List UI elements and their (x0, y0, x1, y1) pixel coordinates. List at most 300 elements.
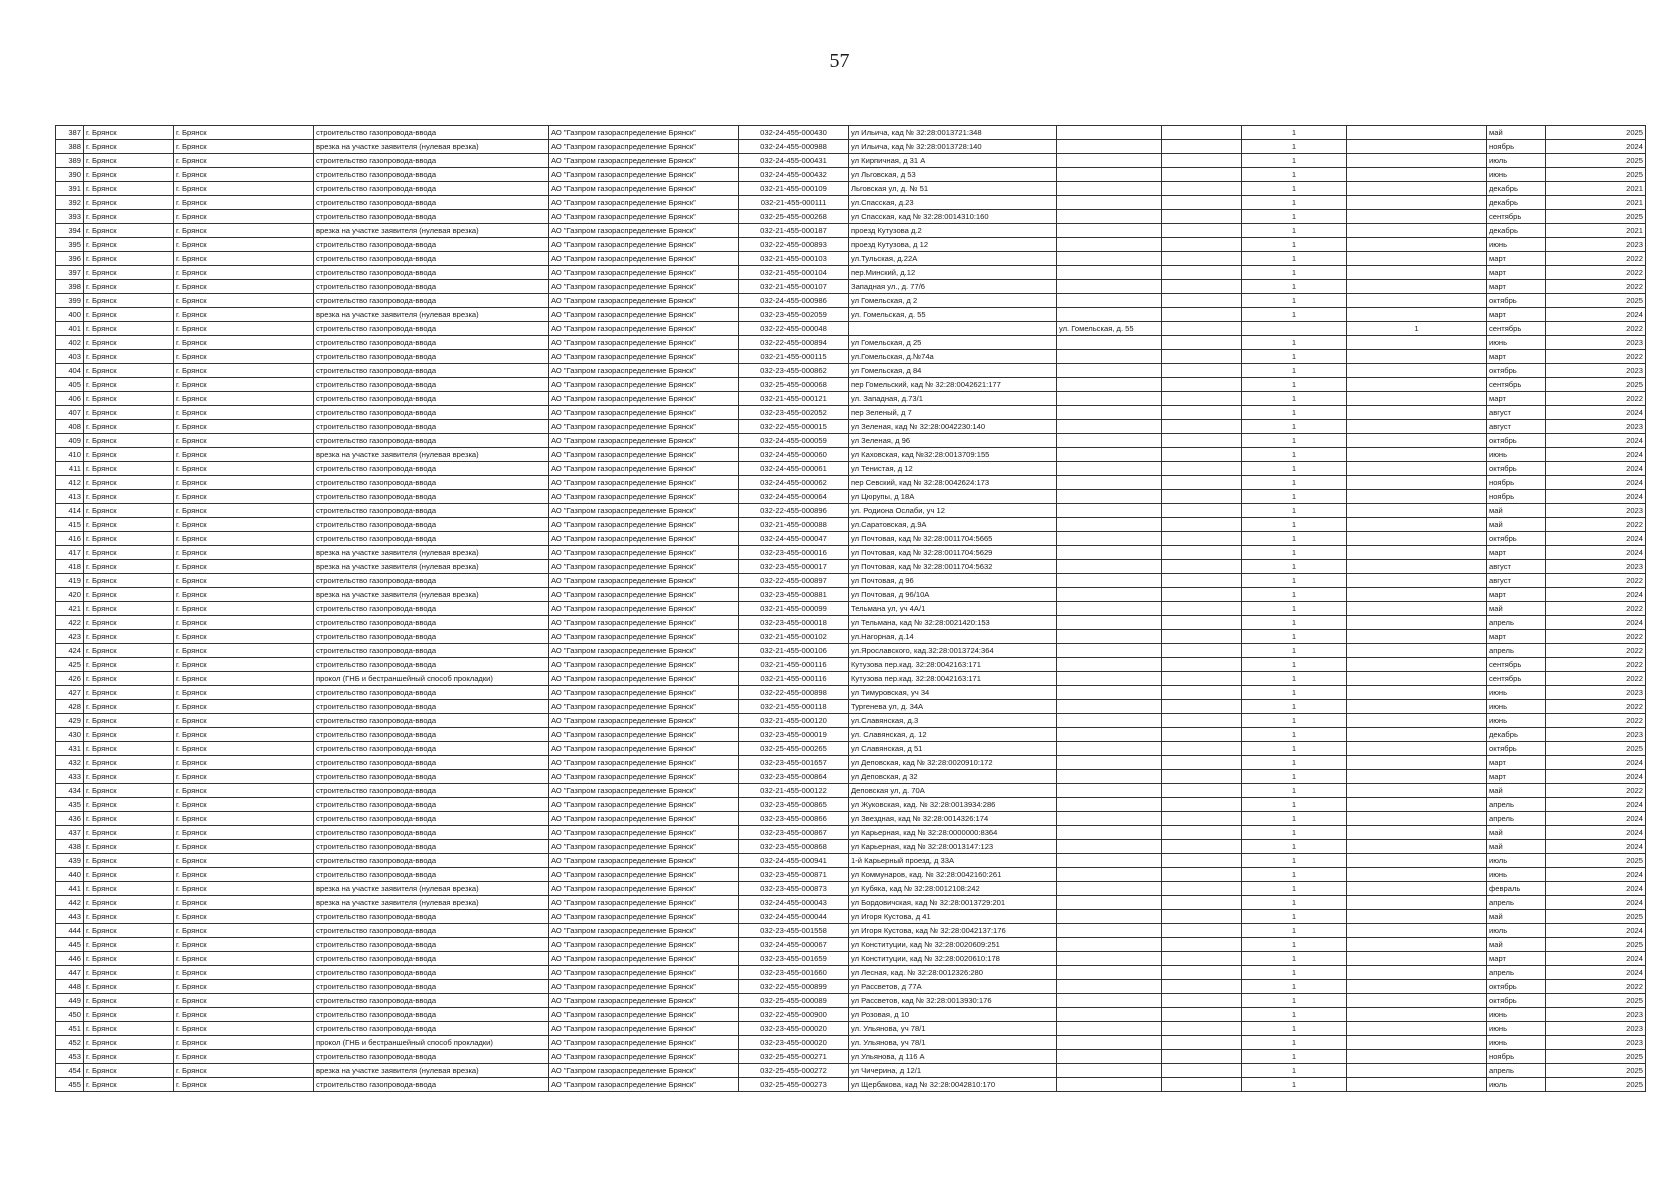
cell-extra (1162, 210, 1242, 224)
table-row (56, 126, 1646, 140)
cell-quantity: 1 (1242, 1022, 1347, 1036)
cell-year: 2025 (1546, 1078, 1646, 1092)
cell-address-alt (1057, 630, 1162, 644)
cell-month: апрель (1487, 1064, 1546, 1078)
cell-application-number: 032-24-455-000064 (739, 490, 849, 504)
cell-year: 2022 (1546, 700, 1646, 714)
cell-row-number: 417 (56, 546, 84, 560)
cell-address-alt (1057, 252, 1162, 266)
cell-municipality: г. Брянск (84, 770, 174, 784)
cell-month: июнь (1487, 686, 1546, 700)
cell-settlement: г. Брянск (174, 672, 314, 686)
cell-row-number: 392 (56, 196, 84, 210)
cell-quantity: 1 (1242, 854, 1347, 868)
cell-quantity-alt (1347, 392, 1487, 406)
cell-quantity-alt (1347, 1078, 1487, 1092)
cell-quantity-alt (1347, 196, 1487, 210)
cell-municipality: г. Брянск (84, 602, 174, 616)
table-row (56, 252, 1646, 266)
cell-row-number: 388 (56, 140, 84, 154)
cell-address (849, 322, 1057, 336)
cell-municipality: г. Брянск (84, 1008, 174, 1022)
cell-year: 2022 (1546, 280, 1646, 294)
cell-work-type: строительство газопровода-ввода (314, 994, 549, 1008)
cell-municipality: г. Брянск (84, 910, 174, 924)
cell-application-number: 032-24-455-000059 (739, 434, 849, 448)
cell-settlement: г. Брянск (174, 784, 314, 798)
cell-application-number: 032-21-455-000111 (739, 196, 849, 210)
cell-month: октябрь (1487, 994, 1546, 1008)
cell-extra (1162, 882, 1242, 896)
cell-quantity-alt (1347, 910, 1487, 924)
cell-quantity-alt (1347, 924, 1487, 938)
cell-municipality: г. Брянск (84, 364, 174, 378)
cell-extra (1162, 1036, 1242, 1050)
cell-settlement: г. Брянск (174, 252, 314, 266)
cell-month: май (1487, 826, 1546, 840)
cell-extra (1162, 630, 1242, 644)
cell-quantity-alt (1347, 896, 1487, 910)
cell-address-alt (1057, 434, 1162, 448)
table-row (56, 840, 1646, 854)
cell-organization: АО "Газпром газораспределение Брянск" (549, 896, 739, 910)
cell-year: 2023 (1546, 504, 1646, 518)
cell-row-number: 413 (56, 490, 84, 504)
cell-row-number: 422 (56, 616, 84, 630)
cell-year: 2023 (1546, 1008, 1646, 1022)
cell-application-number: 032-21-455-000115 (739, 350, 849, 364)
table-row (56, 280, 1646, 294)
table-row (56, 994, 1646, 1008)
cell-settlement: г. Брянск (174, 896, 314, 910)
cell-application-number: 032-21-455-000120 (739, 714, 849, 728)
cell-quantity: 1 (1242, 630, 1347, 644)
table-row (56, 980, 1646, 994)
cell-quantity-alt (1347, 980, 1487, 994)
cell-address-alt (1057, 952, 1162, 966)
cell-month: декабрь (1487, 224, 1546, 238)
cell-extra (1162, 910, 1242, 924)
cell-quantity: 1 (1242, 490, 1347, 504)
cell-month: июнь (1487, 168, 1546, 182)
cell-address-alt (1057, 280, 1162, 294)
cell-application-number: 032-21-455-000116 (739, 658, 849, 672)
cell-municipality: г. Брянск (84, 784, 174, 798)
cell-work-type: строительство газопровода-ввода (314, 518, 549, 532)
cell-settlement: г. Брянск (174, 322, 314, 336)
cell-quantity-alt (1347, 154, 1487, 168)
cell-settlement: г. Брянск (174, 350, 314, 364)
cell-quantity: 1 (1242, 644, 1347, 658)
table-row (56, 896, 1646, 910)
cell-row-number: 400 (56, 308, 84, 322)
cell-municipality: г. Брянск (84, 1078, 174, 1092)
cell-address: Кутузова пер.кад. 32:28:0042163:171 (849, 672, 1057, 686)
cell-quantity-alt (1347, 1050, 1487, 1064)
cell-row-number: 389 (56, 154, 84, 168)
cell-application-number: 032-25-455-000265 (739, 742, 849, 756)
cell-month: май (1487, 910, 1546, 924)
table-row (56, 924, 1646, 938)
cell-year: 2022 (1546, 784, 1646, 798)
cell-settlement: г. Брянск (174, 154, 314, 168)
cell-settlement: г. Брянск (174, 1036, 314, 1050)
cell-month: март (1487, 588, 1546, 602)
cell-organization: АО "Газпром газораспределение Брянск" (549, 476, 739, 490)
cell-address: ул.Саратовская, д.9А (849, 518, 1057, 532)
cell-application-number: 032-21-455-000099 (739, 602, 849, 616)
cell-settlement: г. Брянск (174, 1064, 314, 1078)
cell-row-number: 405 (56, 378, 84, 392)
table-row (56, 798, 1646, 812)
cell-municipality: г. Брянск (84, 476, 174, 490)
cell-quantity: 1 (1242, 588, 1347, 602)
cell-quantity: 1 (1242, 994, 1347, 1008)
cell-quantity-alt (1347, 406, 1487, 420)
cell-quantity: 1 (1242, 364, 1347, 378)
cell-organization: АО "Газпром газораспределение Брянск" (549, 952, 739, 966)
cell-address: ул Гомельская, д 2 (849, 294, 1057, 308)
cell-quantity-alt (1347, 434, 1487, 448)
cell-quantity: 1 (1242, 224, 1347, 238)
cell-month: июль (1487, 924, 1546, 938)
cell-address-alt (1057, 294, 1162, 308)
cell-organization: АО "Газпром газораспределение Брянск" (549, 686, 739, 700)
cell-organization: АО "Газпром газораспределение Брянск" (549, 336, 739, 350)
cell-municipality: г. Брянск (84, 350, 174, 364)
cell-organization: АО "Газпром газораспределение Брянск" (549, 784, 739, 798)
cell-organization: АО "Газпром газораспределение Брянск" (549, 126, 739, 140)
cell-work-type: строительство газопровода-ввода (314, 868, 549, 882)
cell-application-number: 032-25-455-000268 (739, 210, 849, 224)
cell-application-number: 032-23-455-000881 (739, 588, 849, 602)
cell-address: Тельмана ул, уч 4А/1 (849, 602, 1057, 616)
cell-row-number: 410 (56, 448, 84, 462)
cell-quantity-alt (1347, 840, 1487, 854)
cell-quantity: 1 (1242, 574, 1347, 588)
cell-year: 2025 (1546, 1050, 1646, 1064)
cell-quantity-alt (1347, 700, 1487, 714)
cell-address: ул Кирпичная, д 31 А (849, 154, 1057, 168)
cell-month: апрель (1487, 812, 1546, 826)
table-row (56, 182, 1646, 196)
records-body (56, 126, 1646, 1092)
table-row (56, 700, 1646, 714)
cell-extra (1162, 868, 1242, 882)
cell-month: апрель (1487, 896, 1546, 910)
cell-quantity: 1 (1242, 868, 1347, 882)
cell-address: ул Почтовая, кад № 32:28:0011704:5665 (849, 532, 1057, 546)
cell-municipality: г. Брянск (84, 392, 174, 406)
cell-settlement: г. Брянск (174, 560, 314, 574)
cell-address: Деповская ул, д. 70А (849, 784, 1057, 798)
cell-extra (1162, 336, 1242, 350)
cell-row-number: 454 (56, 1064, 84, 1078)
cell-settlement: г. Брянск (174, 406, 314, 420)
cell-application-number: 032-24-455-000062 (739, 476, 849, 490)
cell-year: 2022 (1546, 672, 1646, 686)
cell-row-number: 453 (56, 1050, 84, 1064)
cell-work-type: строительство газопровода-ввода (314, 938, 549, 952)
table-row (56, 1064, 1646, 1078)
cell-quantity: 1 (1242, 126, 1347, 140)
cell-quantity-alt (1347, 476, 1487, 490)
cell-application-number: 032-23-455-002052 (739, 406, 849, 420)
cell-quantity-alt (1347, 574, 1487, 588)
cell-municipality: г. Брянск (84, 686, 174, 700)
cell-municipality: г. Брянск (84, 868, 174, 882)
cell-work-type: строительство газопровода-ввода (314, 364, 549, 378)
cell-row-number: 452 (56, 1036, 84, 1050)
cell-year: 2023 (1546, 336, 1646, 350)
cell-address: ул Конституции, кад № 32:28:0020609:251 (849, 938, 1057, 952)
table-row (56, 854, 1646, 868)
cell-year: 2024 (1546, 840, 1646, 854)
cell-address: ул Ильича, кад № 32:28:0013721:348 (849, 126, 1057, 140)
cell-application-number: 032-23-455-000019 (739, 728, 849, 742)
cell-organization: АО "Газпром газораспределение Брянск" (549, 770, 739, 784)
cell-address: ул Цюрупы, д 18А (849, 490, 1057, 504)
cell-row-number: 426 (56, 672, 84, 686)
cell-organization: АО "Газпром газораспределение Брянск" (549, 462, 739, 476)
cell-application-number: 032-24-455-000061 (739, 462, 849, 476)
cell-work-type: строительство газопровода-ввода (314, 1008, 549, 1022)
cell-work-type: строительство газопровода-ввода (314, 350, 549, 364)
cell-municipality: г. Брянск (84, 798, 174, 812)
cell-quantity: 1 (1242, 294, 1347, 308)
table-row (56, 560, 1646, 574)
cell-quantity-alt (1347, 616, 1487, 630)
cell-address: Льговская ул, д. № 51 (849, 182, 1057, 196)
cell-quantity: 1 (1242, 896, 1347, 910)
cell-extra (1162, 490, 1242, 504)
cell-address-alt (1057, 966, 1162, 980)
cell-application-number: 032-21-455-000187 (739, 224, 849, 238)
cell-settlement: г. Брянск (174, 728, 314, 742)
cell-work-type: строительство газопровода-ввода (314, 980, 549, 994)
cell-organization: АО "Газпром газораспределение Брянск" (549, 140, 739, 154)
cell-work-type: врезка на участке заявителя (нулевая врезка) (314, 882, 549, 896)
cell-application-number: 032-23-455-000864 (739, 770, 849, 784)
cell-work-type: строительство газопровода-ввода (314, 420, 549, 434)
cell-address: ул. Родиона Ослаби, уч 12 (849, 504, 1057, 518)
cell-extra (1162, 784, 1242, 798)
cell-application-number: 032-22-455-000896 (739, 504, 849, 518)
cell-settlement: г. Брянск (174, 714, 314, 728)
cell-application-number: 032-21-455-000102 (739, 630, 849, 644)
cell-quantity-alt (1347, 952, 1487, 966)
cell-municipality: г. Брянск (84, 546, 174, 560)
cell-organization: АО "Газпром газораспределение Брянск" (549, 560, 739, 574)
table-row (56, 322, 1646, 336)
cell-organization: АО "Газпром газораспределение Брянск" (549, 322, 739, 336)
cell-extra (1162, 714, 1242, 728)
cell-row-number: 419 (56, 574, 84, 588)
cell-organization: АО "Газпром газораспределение Брянск" (549, 1050, 739, 1064)
cell-quantity-alt (1347, 532, 1487, 546)
cell-address: 1-й Карьерный проезд, д 33А (849, 854, 1057, 868)
cell-application-number: 032-24-455-000988 (739, 140, 849, 154)
cell-address: пер Гомельский, кад № 32:28:0042621:177 (849, 378, 1057, 392)
cell-address: ул Рассветов, д 77А (849, 980, 1057, 994)
cell-address: ул Льговская, д 53 (849, 168, 1057, 182)
cell-organization: АО "Газпром газораспределение Брянск" (549, 308, 739, 322)
cell-municipality: г. Брянск (84, 658, 174, 672)
cell-extra (1162, 980, 1242, 994)
cell-organization: АО "Газпром газораспределение Брянск" (549, 672, 739, 686)
cell-settlement: г. Брянск (174, 266, 314, 280)
cell-quantity: 1 (1242, 1008, 1347, 1022)
cell-municipality: г. Брянск (84, 938, 174, 952)
cell-work-type: врезка на участке заявителя (нулевая врезка) (314, 1064, 549, 1078)
cell-address: ул Розовая, д 10 (849, 1008, 1057, 1022)
cell-work-type: строительство газопровода-ввода (314, 910, 549, 924)
cell-address: ул.Ярославского, кад.32:28:0013724:364 (849, 644, 1057, 658)
cell-month: август (1487, 574, 1546, 588)
cell-row-number: 455 (56, 1078, 84, 1092)
cell-address-alt (1057, 126, 1162, 140)
table-row (56, 644, 1646, 658)
cell-address: ул Чичерина, д 12/1 (849, 1064, 1057, 1078)
cell-year: 2022 (1546, 630, 1646, 644)
cell-year: 2022 (1546, 644, 1646, 658)
table-row (56, 336, 1646, 350)
cell-quantity: 1 (1242, 336, 1347, 350)
cell-address-alt (1057, 518, 1162, 532)
cell-month: июнь (1487, 714, 1546, 728)
cell-settlement: г. Брянск (174, 182, 314, 196)
cell-work-type: врезка на участке заявителя (нулевая врезка) (314, 224, 549, 238)
cell-address-alt (1057, 364, 1162, 378)
cell-municipality: г. Брянск (84, 644, 174, 658)
cell-settlement: г. Брянск (174, 364, 314, 378)
cell-quantity: 1 (1242, 616, 1347, 630)
cell-extra (1162, 728, 1242, 742)
cell-application-number: 032-23-455-000867 (739, 826, 849, 840)
cell-quantity: 1 (1242, 910, 1347, 924)
cell-quantity: 1 (1242, 434, 1347, 448)
cell-municipality: г. Брянск (84, 336, 174, 350)
cell-quantity: 1 (1242, 392, 1347, 406)
cell-extra (1162, 140, 1242, 154)
cell-extra (1162, 588, 1242, 602)
cell-work-type: строительство газопровода-ввода (314, 126, 549, 140)
cell-row-number: 414 (56, 504, 84, 518)
table-row (56, 952, 1646, 966)
cell-work-type: врезка на участке заявителя (нулевая врезка) (314, 560, 549, 574)
cell-work-type: строительство газопровода-ввода (314, 196, 549, 210)
cell-organization: АО "Газпром газораспределение Брянск" (549, 840, 739, 854)
table-row (56, 140, 1646, 154)
cell-row-number: 450 (56, 1008, 84, 1022)
cell-organization: АО "Газпром газораспределение Брянск" (549, 224, 739, 238)
cell-work-type: строительство газопровода-ввода (314, 952, 549, 966)
cell-quantity-alt (1347, 938, 1487, 952)
cell-address: ул.Гомельская, д.№74а (849, 350, 1057, 364)
cell-settlement: г. Брянск (174, 644, 314, 658)
cell-address-alt (1057, 1022, 1162, 1036)
cell-municipality: г. Брянск (84, 1064, 174, 1078)
cell-extra (1162, 322, 1242, 336)
cell-quantity-alt (1347, 630, 1487, 644)
cell-month: май (1487, 126, 1546, 140)
cell-address-alt (1057, 588, 1162, 602)
cell-address-alt (1057, 574, 1162, 588)
cell-municipality: г. Брянск (84, 616, 174, 630)
cell-municipality: г. Брянск (84, 952, 174, 966)
cell-month: декабрь (1487, 728, 1546, 742)
cell-address-alt (1057, 406, 1162, 420)
page-number: 57 (829, 50, 850, 72)
cell-municipality: г. Брянск (84, 154, 174, 168)
cell-address-alt (1057, 644, 1162, 658)
cell-work-type: строительство газопровода-ввода (314, 266, 549, 280)
cell-municipality: г. Брянск (84, 882, 174, 896)
cell-work-type: строительство газопровода-ввода (314, 336, 549, 350)
cell-address-alt (1057, 686, 1162, 700)
cell-work-type: строительство газопровода-ввода (314, 168, 549, 182)
cell-settlement: г. Брянск (174, 532, 314, 546)
cell-year: 2025 (1546, 294, 1646, 308)
cell-settlement: г. Брянск (174, 378, 314, 392)
cell-application-number: 032-21-455-000088 (739, 518, 849, 532)
cell-year: 2024 (1546, 924, 1646, 938)
cell-quantity: 1 (1242, 1050, 1347, 1064)
cell-quantity-alt (1347, 336, 1487, 350)
cell-address-alt (1057, 1064, 1162, 1078)
cell-extra (1162, 1022, 1242, 1036)
cell-application-number: 032-21-455-000109 (739, 182, 849, 196)
cell-address: проезд Кутузова д.2 (849, 224, 1057, 238)
cell-municipality: г. Брянск (84, 308, 174, 322)
cell-quantity-alt (1347, 784, 1487, 798)
cell-month: март (1487, 252, 1546, 266)
cell-municipality: г. Брянск (84, 140, 174, 154)
cell-address: проезд Кутузова, д 12 (849, 238, 1057, 252)
table-row (56, 546, 1646, 560)
cell-application-number: 032-21-455-000121 (739, 392, 849, 406)
cell-municipality: г. Брянск (84, 630, 174, 644)
cell-settlement: г. Брянск (174, 756, 314, 770)
cell-work-type: врезка на участке заявителя (нулевая врезка) (314, 588, 549, 602)
cell-organization: АО "Газпром газораспределение Брянск" (549, 924, 739, 938)
cell-quantity: 1 (1242, 238, 1347, 252)
cell-settlement: г. Брянск (174, 490, 314, 504)
cell-year: 2022 (1546, 252, 1646, 266)
cell-address-alt (1057, 742, 1162, 756)
cell-year: 2025 (1546, 994, 1646, 1008)
cell-municipality: г. Брянск (84, 280, 174, 294)
cell-row-number: 411 (56, 462, 84, 476)
cell-row-number: 427 (56, 686, 84, 700)
cell-address-alt (1057, 336, 1162, 350)
cell-settlement: г. Брянск (174, 980, 314, 994)
cell-month: июнь (1487, 336, 1546, 350)
table-row (56, 448, 1646, 462)
table-row (56, 504, 1646, 518)
cell-work-type: строительство газопровода-ввода (314, 462, 549, 476)
cell-year: 2024 (1546, 462, 1646, 476)
table-row (56, 966, 1646, 980)
cell-application-number: 032-21-455-000104 (739, 266, 849, 280)
cell-year: 2023 (1546, 364, 1646, 378)
table-row (56, 714, 1646, 728)
cell-municipality: г. Брянск (84, 560, 174, 574)
cell-settlement: г. Брянск (174, 420, 314, 434)
cell-quantity-alt (1347, 546, 1487, 560)
cell-organization: АО "Газпром газораспределение Брянск" (549, 1008, 739, 1022)
cell-row-number: 438 (56, 840, 84, 854)
